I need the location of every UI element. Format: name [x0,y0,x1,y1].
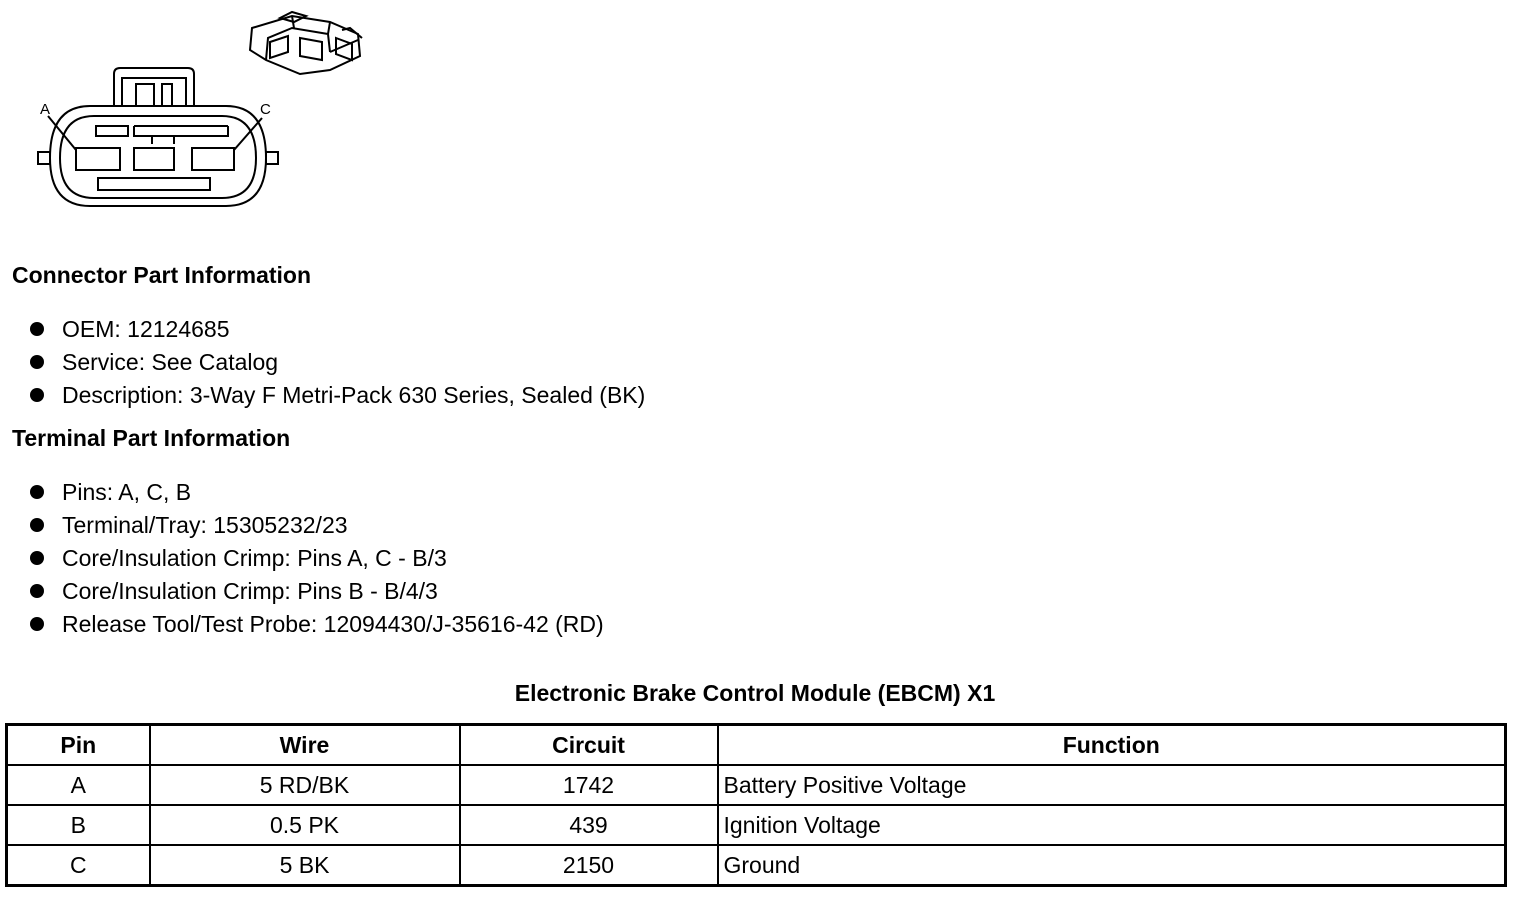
list-item-text: OEM: 12124685 [62,316,230,342]
cell-function: Ground [718,845,1506,886]
terminal-info-heading: Terminal Part Information [12,425,291,451]
list-item-text: Core/Insulation Crimp: Pins B - B/4/3 [62,578,438,604]
cell-pin: A [7,765,150,805]
connector-diagram [30,8,370,213]
connector-face [38,68,278,206]
list-item-text: Description: 3-Way F Metri-Pack 630 Series, Sealed (BK) [62,382,646,408]
cell-wire: 0.5 PK [150,805,460,845]
header-pin: Pin [7,725,150,766]
list-item-text: Release Tool/Test Probe: 12094430/J-35616-42 (RD) [62,611,604,637]
pin-c-label: C [260,101,271,118]
connector-face-drawing [30,8,370,213]
bullet-icon [30,388,44,402]
cell-wire: 5 BK [150,845,460,886]
bullet-icon [30,518,44,532]
terminal-info-list [30,476,604,641]
table-row [7,765,1506,805]
list-item [30,313,645,346]
table-title: Electronic Brake Control Module (EBCM) X1 [514,680,996,706]
bullet-icon [30,355,44,369]
header-function: Function [718,725,1506,766]
cell-circuit: 439 [460,805,718,845]
cell-pin: B [7,805,150,845]
list-item-text: Terminal/Tray: 15305232/23 [62,512,348,538]
bullet-icon [30,617,44,631]
bullet-icon [30,584,44,598]
header-circuit: Circuit [460,725,718,766]
cell-function: Battery Positive Voltage [718,765,1506,805]
table-row [7,845,1506,886]
list-item-text: Service: See Catalog [62,349,279,375]
list-item [30,542,604,575]
pin-a-label: A [40,101,51,118]
connector-isometric-sketch [250,12,362,74]
cell-circuit: 1742 [460,765,718,805]
bullet-icon [30,551,44,565]
list-item [30,575,604,608]
header-wire: Wire [150,725,460,766]
table-header-row [7,725,1506,766]
cell-function: Ignition Voltage [718,805,1506,845]
cell-circuit: 2150 [460,845,718,886]
list-item [30,608,604,641]
bullet-icon [30,322,44,336]
list-item-text: Core/Insulation Crimp: Pins A, C - B/3 [62,545,447,571]
cell-wire: 5 RD/BK [150,765,460,805]
cell-pin: C [7,845,150,886]
list-item [30,509,604,542]
list-item [30,476,604,509]
pinout-table [5,723,1507,887]
bullet-icon [30,485,44,499]
list-item [30,346,645,379]
table-row [7,805,1506,845]
connector-info-list [30,313,645,412]
list-item-text: Pins: A, C, B [62,479,192,505]
list-item [30,379,645,412]
connector-info-heading: Connector Part Information [12,262,312,288]
